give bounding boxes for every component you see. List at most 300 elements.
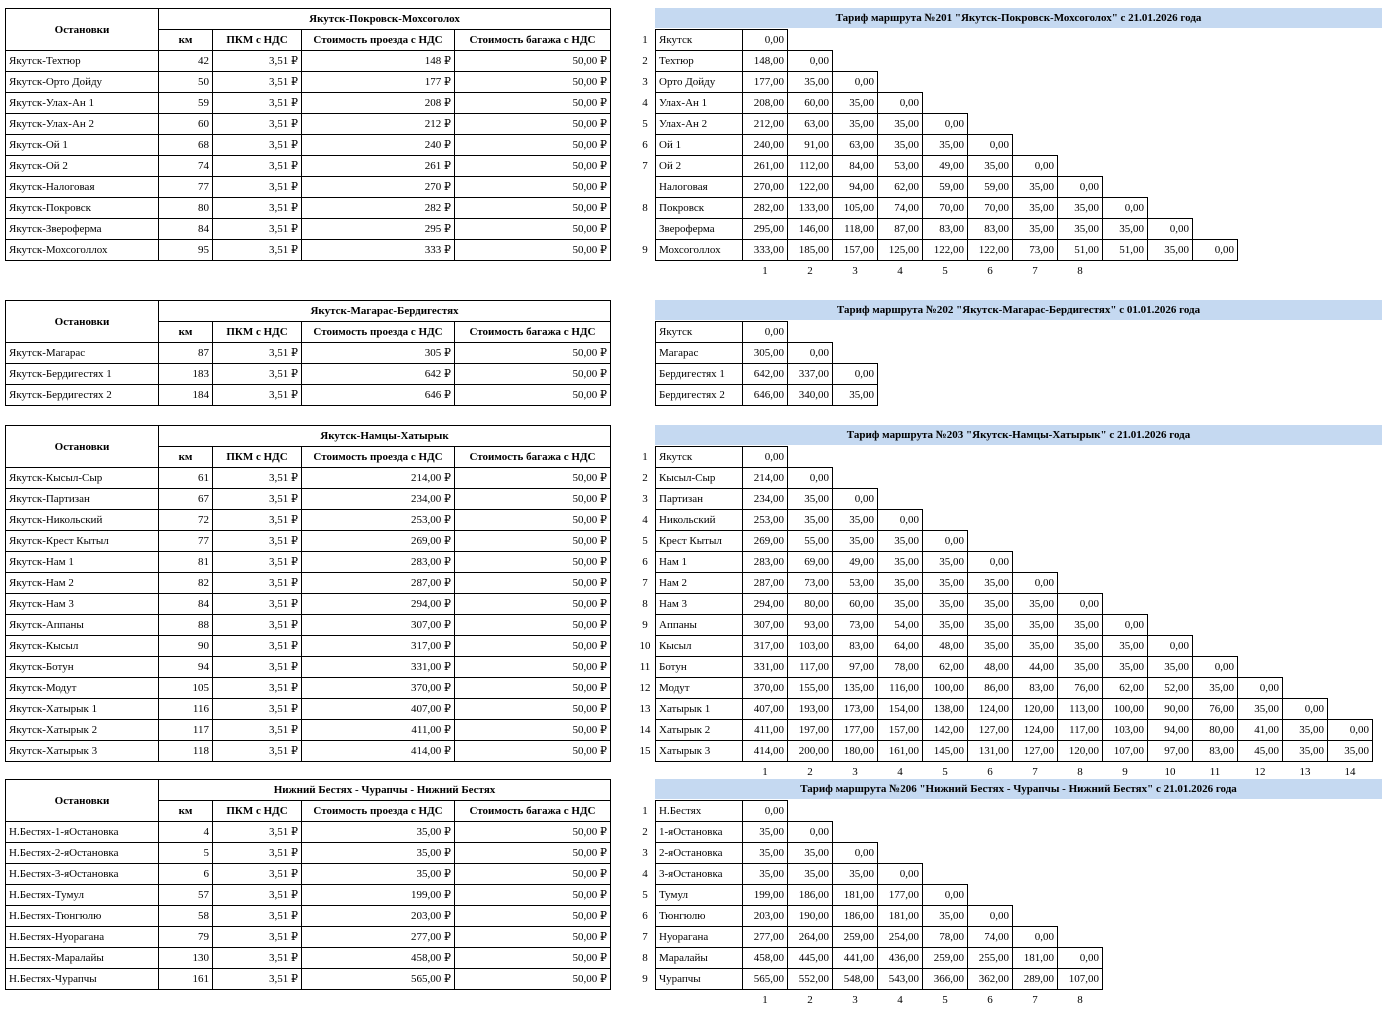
value-cell[interactable]: 333 ₽ xyxy=(302,240,455,261)
fare-cell[interactable]: 0,00 xyxy=(1013,573,1058,594)
fare-cell[interactable]: 74,00 xyxy=(878,198,923,219)
fare-cell[interactable]: 0,00 xyxy=(1058,177,1103,198)
value-cell[interactable]: 3,51 ₽ xyxy=(213,843,302,864)
value-cell[interactable]: 95 xyxy=(159,240,213,261)
fare-cell[interactable]: 240,00 xyxy=(743,135,788,156)
value-cell[interactable]: 208 ₽ xyxy=(302,93,455,114)
stop-name-cell[interactable]: Магарас xyxy=(656,343,743,364)
fare-cell[interactable]: 0,00 xyxy=(743,322,788,343)
stop-name-cell[interactable]: Якутск-Никольский xyxy=(6,510,159,531)
value-cell[interactable]: 317,00 ₽ xyxy=(302,636,455,657)
fare-cell[interactable]: 0,00 xyxy=(833,364,878,385)
value-cell[interactable]: 3,51 ₽ xyxy=(213,594,302,615)
fare-cell[interactable]: 307,00 xyxy=(743,615,788,636)
stop-name-cell[interactable]: Якутск-Магарас xyxy=(6,343,159,364)
value-cell[interactable]: 565,00 ₽ xyxy=(302,969,455,990)
value-cell[interactable]: 50,00 ₽ xyxy=(455,343,611,364)
fare-cell[interactable]: 91,00 xyxy=(788,135,833,156)
fare-cell[interactable]: 35,00 xyxy=(1058,198,1103,219)
fare-cell[interactable]: 0,00 xyxy=(788,343,833,364)
stop-name-cell[interactable]: Н.Бестях-1-яОстановка xyxy=(6,822,159,843)
value-cell[interactable]: 3,51 ₽ xyxy=(213,510,302,531)
fare-cell[interactable]: 35,00 xyxy=(968,573,1013,594)
fare-cell[interactable]: 35,00 xyxy=(923,594,968,615)
value-cell[interactable]: 90 xyxy=(159,636,213,657)
fare-cell[interactable]: 155,00 xyxy=(788,678,833,699)
value-cell[interactable]: 3,51 ₽ xyxy=(213,885,302,906)
value-cell[interactable]: 407,00 ₽ xyxy=(302,699,455,720)
fare-cell[interactable]: 35,00 xyxy=(878,573,923,594)
value-cell[interactable]: 3,51 ₽ xyxy=(213,468,302,489)
fare-cell[interactable]: 103,00 xyxy=(1103,720,1148,741)
fare-cell[interactable]: 269,00 xyxy=(743,531,788,552)
fare-cell[interactable]: 135,00 xyxy=(833,678,878,699)
fare-cell[interactable]: 0,00 xyxy=(833,489,878,510)
fare-cell[interactable]: 543,00 xyxy=(878,969,923,990)
fare-cell[interactable]: 458,00 xyxy=(743,948,788,969)
stop-name-cell[interactable]: Нуорагана xyxy=(656,927,743,948)
fare-cell[interactable]: 35,00 xyxy=(743,864,788,885)
stop-name-cell[interactable]: Ботун xyxy=(656,657,743,678)
fare-cell[interactable]: 73,00 xyxy=(833,615,878,636)
fare-cell[interactable]: 51,00 xyxy=(1103,240,1148,261)
value-cell[interactable]: 68 xyxy=(159,135,213,156)
fare-cell[interactable]: 234,00 xyxy=(743,489,788,510)
value-cell[interactable]: 50,00 ₽ xyxy=(455,927,611,948)
value-cell[interactable]: 283,00 ₽ xyxy=(302,552,455,573)
value-cell[interactable]: 370,00 ₽ xyxy=(302,678,455,699)
value-cell[interactable]: 50,00 ₽ xyxy=(455,573,611,594)
fare-cell[interactable]: 161,00 xyxy=(878,741,923,762)
value-cell[interactable]: 3,51 ₽ xyxy=(213,948,302,969)
fare-cell[interactable]: 60,00 xyxy=(788,93,833,114)
fare-cell[interactable]: 552,00 xyxy=(788,969,833,990)
value-cell[interactable]: 118 xyxy=(159,741,213,762)
fare-cell[interactable]: 646,00 xyxy=(743,385,788,406)
value-cell[interactable]: 81 xyxy=(159,552,213,573)
value-cell[interactable]: 58 xyxy=(159,906,213,927)
value-cell[interactable]: 240 ₽ xyxy=(302,135,455,156)
value-cell[interactable]: 50,00 ₽ xyxy=(455,219,611,240)
stop-name-cell[interactable]: Якутск-Модут xyxy=(6,678,159,699)
value-cell[interactable]: 3,51 ₽ xyxy=(213,927,302,948)
fare-cell[interactable]: 214,00 xyxy=(743,468,788,489)
stop-name-cell[interactable]: Якутск xyxy=(656,447,743,468)
fare-cell[interactable]: 0,00 xyxy=(743,30,788,51)
value-cell[interactable]: 411,00 ₽ xyxy=(302,720,455,741)
value-cell[interactable]: 50,00 ₽ xyxy=(455,552,611,573)
value-cell[interactable]: 183 xyxy=(159,364,213,385)
value-cell[interactable]: 414,00 ₽ xyxy=(302,741,455,762)
stop-name-cell[interactable]: Техтюр xyxy=(656,51,743,72)
stop-name-cell[interactable]: Якутск-Кысыл-Сыр xyxy=(6,468,159,489)
stop-name-cell[interactable]: Звероферма xyxy=(656,219,743,240)
fare-cell[interactable]: 181,00 xyxy=(1013,948,1058,969)
fare-cell[interactable]: 190,00 xyxy=(788,906,833,927)
value-cell[interactable]: 61 xyxy=(159,468,213,489)
stop-name-cell[interactable]: Якутск-Нам 3 xyxy=(6,594,159,615)
fare-cell[interactable]: 63,00 xyxy=(833,135,878,156)
fare-cell[interactable]: 154,00 xyxy=(878,699,923,720)
fare-cell[interactable]: 35,00 xyxy=(1328,741,1373,762)
value-cell[interactable]: 3,51 ₽ xyxy=(213,72,302,93)
stop-name-cell[interactable]: Н.Бестях-Маралайы xyxy=(6,948,159,969)
stop-name-cell[interactable]: 1-яОстановка xyxy=(656,822,743,843)
value-cell[interactable]: 3,51 ₽ xyxy=(213,822,302,843)
value-cell[interactable]: 177 ₽ xyxy=(302,72,455,93)
fare-cell[interactable]: 264,00 xyxy=(788,927,833,948)
fare-cell[interactable]: 78,00 xyxy=(923,927,968,948)
fare-cell[interactable]: 0,00 xyxy=(833,72,878,93)
value-cell[interactable]: 50,00 ₽ xyxy=(455,594,611,615)
fare-cell[interactable]: 100,00 xyxy=(923,678,968,699)
value-cell[interactable]: 35,00 ₽ xyxy=(302,843,455,864)
fare-cell[interactable]: 76,00 xyxy=(1058,678,1103,699)
fare-cell[interactable]: 255,00 xyxy=(968,948,1013,969)
fare-cell[interactable]: 157,00 xyxy=(833,240,878,261)
value-cell[interactable]: 184 xyxy=(159,385,213,406)
fare-cell[interactable]: 177,00 xyxy=(833,720,878,741)
value-cell[interactable]: 88 xyxy=(159,615,213,636)
fare-cell[interactable]: 548,00 xyxy=(833,969,878,990)
fare-cell[interactable]: 53,00 xyxy=(833,573,878,594)
fare-cell[interactable]: 97,00 xyxy=(833,657,878,678)
fare-cell[interactable]: 145,00 xyxy=(923,741,968,762)
value-cell[interactable]: 74 xyxy=(159,156,213,177)
stop-name-cell[interactable]: Н.Бестях-2-яОстановка xyxy=(6,843,159,864)
fare-cell[interactable]: 94,00 xyxy=(833,177,878,198)
fare-cell[interactable]: 203,00 xyxy=(743,906,788,927)
value-cell[interactable]: 50,00 ₽ xyxy=(455,948,611,969)
value-cell[interactable]: 253,00 ₽ xyxy=(302,510,455,531)
fare-cell[interactable]: 0,00 xyxy=(968,552,1013,573)
fare-cell[interactable]: 133,00 xyxy=(788,198,833,219)
fare-cell[interactable]: 565,00 xyxy=(743,969,788,990)
fare-cell[interactable]: 0,00 xyxy=(1238,678,1283,699)
fare-cell[interactable]: 80,00 xyxy=(1193,720,1238,741)
stop-name-cell[interactable]: Н.Бестях-3-яОстановка xyxy=(6,864,159,885)
fare-cell[interactable]: 35,00 xyxy=(968,594,1013,615)
value-cell[interactable]: 3,51 ₽ xyxy=(213,219,302,240)
stop-name-cell[interactable]: Аппаны xyxy=(656,615,743,636)
fare-cell[interactable]: 180,00 xyxy=(833,741,878,762)
stop-name-cell[interactable]: Н.Бестях-Нуорагана xyxy=(6,927,159,948)
fare-cell[interactable]: 261,00 xyxy=(743,156,788,177)
stop-name-cell[interactable]: Якутск-Звероферма xyxy=(6,219,159,240)
fare-cell[interactable]: 254,00 xyxy=(878,927,923,948)
stop-name-cell[interactable]: Нам 2 xyxy=(656,573,743,594)
fare-cell[interactable]: 436,00 xyxy=(878,948,923,969)
fare-cell[interactable]: 0,00 xyxy=(743,447,788,468)
fare-cell[interactable]: 83,00 xyxy=(1193,741,1238,762)
fare-cell[interactable]: 49,00 xyxy=(923,156,968,177)
fare-cell[interactable]: 193,00 xyxy=(788,699,833,720)
fare-cell[interactable]: 208,00 xyxy=(743,93,788,114)
stop-name-cell[interactable]: Якутск-Нам 1 xyxy=(6,552,159,573)
value-cell[interactable]: 3,51 ₽ xyxy=(213,864,302,885)
value-cell[interactable]: 3,51 ₽ xyxy=(213,198,302,219)
fare-cell[interactable]: 105,00 xyxy=(833,198,878,219)
fare-cell[interactable]: 35,00 xyxy=(1103,636,1148,657)
stop-name-cell[interactable]: Якутск xyxy=(656,322,743,343)
fare-cell[interactable]: 295,00 xyxy=(743,219,788,240)
value-cell[interactable]: 50,00 ₽ xyxy=(455,177,611,198)
value-cell[interactable]: 331,00 ₽ xyxy=(302,657,455,678)
fare-cell[interactable]: 282,00 xyxy=(743,198,788,219)
value-cell[interactable]: 5 xyxy=(159,843,213,864)
fare-cell[interactable]: 52,00 xyxy=(1148,678,1193,699)
value-cell[interactable]: 50,00 ₽ xyxy=(455,636,611,657)
fare-cell[interactable]: 120,00 xyxy=(1013,699,1058,720)
stop-name-cell[interactable]: Н.Бестях-Тюнгюлю xyxy=(6,906,159,927)
fare-cell[interactable]: 362,00 xyxy=(968,969,1013,990)
fare-cell[interactable]: 35,00 xyxy=(833,114,878,135)
value-cell[interactable]: 3,51 ₽ xyxy=(213,93,302,114)
stop-name-cell[interactable]: Н.Бестях-Тумул xyxy=(6,885,159,906)
fare-cell[interactable]: 0,00 xyxy=(1193,657,1238,678)
fare-cell[interactable]: 0,00 xyxy=(1328,720,1373,741)
fare-cell[interactable]: 35,00 xyxy=(968,636,1013,657)
fare-cell[interactable]: 35,00 xyxy=(1058,615,1103,636)
fare-cell[interactable]: 35,00 xyxy=(788,72,833,93)
fare-cell[interactable]: 35,00 xyxy=(878,135,923,156)
value-cell[interactable]: 3,51 ₽ xyxy=(213,177,302,198)
fare-cell[interactable]: 146,00 xyxy=(788,219,833,240)
fare-cell[interactable]: 445,00 xyxy=(788,948,833,969)
value-cell[interactable]: 3,51 ₽ xyxy=(213,114,302,135)
stop-name-cell[interactable]: Якутск-Партизан xyxy=(6,489,159,510)
fare-cell[interactable]: 84,00 xyxy=(833,156,878,177)
fare-cell[interactable]: 83,00 xyxy=(968,219,1013,240)
stop-name-cell[interactable]: Мохсоголлох xyxy=(656,240,743,261)
value-cell[interactable]: 261 ₽ xyxy=(302,156,455,177)
fare-cell[interactable]: 0,00 xyxy=(923,885,968,906)
fare-cell[interactable]: 35,00 xyxy=(1013,219,1058,240)
fare-cell[interactable]: 259,00 xyxy=(923,948,968,969)
value-cell[interactable]: 3,51 ₽ xyxy=(213,51,302,72)
fare-cell[interactable]: 35,00 xyxy=(878,552,923,573)
value-cell[interactable]: 646 ₽ xyxy=(302,385,455,406)
stop-name-cell[interactable]: Н.Бестях-Чурапчы xyxy=(6,969,159,990)
fare-cell[interactable]: 53,00 xyxy=(878,156,923,177)
fare-cell[interactable]: 62,00 xyxy=(923,657,968,678)
stop-name-cell[interactable]: Кысыл xyxy=(656,636,743,657)
fare-cell[interactable]: 305,00 xyxy=(743,343,788,364)
fare-cell[interactable]: 35,00 xyxy=(788,864,833,885)
fare-cell[interactable]: 73,00 xyxy=(788,573,833,594)
fare-cell[interactable]: 0,00 xyxy=(923,114,968,135)
stop-name-cell[interactable]: Ой 2 xyxy=(656,156,743,177)
fare-cell[interactable]: 0,00 xyxy=(878,510,923,531)
value-cell[interactable]: 50,00 ₽ xyxy=(455,885,611,906)
fare-cell[interactable]: 0,00 xyxy=(878,93,923,114)
fare-cell[interactable]: 107,00 xyxy=(1103,741,1148,762)
stop-name-cell[interactable]: Якутск-Кысыл xyxy=(6,636,159,657)
stop-name-cell[interactable]: Н.Бестях xyxy=(656,801,743,822)
value-cell[interactable]: 50,00 ₽ xyxy=(455,510,611,531)
stop-name-cell[interactable]: Тумул xyxy=(656,885,743,906)
value-cell[interactable]: 3,51 ₽ xyxy=(213,678,302,699)
stop-name-cell[interactable]: Якутск-Техтюр xyxy=(6,51,159,72)
fare-cell[interactable]: 83,00 xyxy=(923,219,968,240)
fare-cell[interactable]: 78,00 xyxy=(878,657,923,678)
fare-cell[interactable]: 122,00 xyxy=(968,240,1013,261)
value-cell[interactable]: 50,00 ₽ xyxy=(455,822,611,843)
fare-cell[interactable]: 35,00 xyxy=(923,552,968,573)
fare-cell[interactable]: 59,00 xyxy=(968,177,1013,198)
fare-cell[interactable]: 177,00 xyxy=(743,72,788,93)
value-cell[interactable]: 50 xyxy=(159,72,213,93)
fare-cell[interactable]: 131,00 xyxy=(968,741,1013,762)
fare-cell[interactable]: 212,00 xyxy=(743,114,788,135)
fare-cell[interactable]: 283,00 xyxy=(743,552,788,573)
value-cell[interactable]: 50,00 ₽ xyxy=(455,72,611,93)
stop-name-cell[interactable]: Ой 1 xyxy=(656,135,743,156)
value-cell[interactable]: 458,00 ₽ xyxy=(302,948,455,969)
fare-cell[interactable]: 94,00 xyxy=(1148,720,1193,741)
fare-cell[interactable]: 173,00 xyxy=(833,699,878,720)
value-cell[interactable]: 203,00 ₽ xyxy=(302,906,455,927)
stop-name-cell[interactable]: Якутск-Ой 1 xyxy=(6,135,159,156)
stop-name-cell[interactable]: Бердигестях 1 xyxy=(656,364,743,385)
value-cell[interactable]: 82 xyxy=(159,573,213,594)
fare-cell[interactable]: 0,00 xyxy=(1148,219,1193,240)
value-cell[interactable]: 79 xyxy=(159,927,213,948)
fare-cell[interactable]: 44,00 xyxy=(1013,657,1058,678)
fare-cell[interactable]: 103,00 xyxy=(788,636,833,657)
fare-cell[interactable]: 186,00 xyxy=(788,885,833,906)
fare-cell[interactable]: 642,00 xyxy=(743,364,788,385)
fare-cell[interactable]: 35,00 xyxy=(788,489,833,510)
stop-name-cell[interactable]: Якутск-Ботун xyxy=(6,657,159,678)
fare-cell[interactable]: 0,00 xyxy=(1148,636,1193,657)
fare-cell[interactable]: 0,00 xyxy=(1103,615,1148,636)
fare-cell[interactable]: 148,00 xyxy=(743,51,788,72)
stop-name-cell[interactable]: Якутск-Нам 2 xyxy=(6,573,159,594)
value-cell[interactable]: 234,00 ₽ xyxy=(302,489,455,510)
stop-name-cell[interactable]: Кысыл-Сыр xyxy=(656,468,743,489)
fare-cell[interactable]: 35,00 xyxy=(743,843,788,864)
fare-cell[interactable]: 60,00 xyxy=(833,594,878,615)
fare-cell[interactable]: 35,00 xyxy=(1013,198,1058,219)
value-cell[interactable]: 3,51 ₽ xyxy=(213,906,302,927)
stop-name-cell[interactable]: Модут xyxy=(656,678,743,699)
value-cell[interactable]: 72 xyxy=(159,510,213,531)
fare-cell[interactable]: 90,00 xyxy=(1148,699,1193,720)
value-cell[interactable]: 3,51 ₽ xyxy=(213,156,302,177)
value-cell[interactable]: 307,00 ₽ xyxy=(302,615,455,636)
value-cell[interactable]: 50,00 ₽ xyxy=(455,678,611,699)
fare-cell[interactable]: 337,00 xyxy=(788,364,833,385)
fare-cell[interactable]: 73,00 xyxy=(1013,240,1058,261)
fare-cell[interactable]: 35,00 xyxy=(1013,636,1058,657)
fare-cell[interactable]: 35,00 xyxy=(833,93,878,114)
fare-cell[interactable]: 35,00 xyxy=(1103,657,1148,678)
fare-cell[interactable]: 340,00 xyxy=(788,385,833,406)
stop-name-cell[interactable]: Хатырык 1 xyxy=(656,699,743,720)
value-cell[interactable]: 50,00 ₽ xyxy=(455,156,611,177)
stop-name-cell[interactable]: Якутск-Хатырык 2 xyxy=(6,720,159,741)
stop-name-cell[interactable]: Якутск-Покровск xyxy=(6,198,159,219)
fare-cell[interactable]: 113,00 xyxy=(1058,699,1103,720)
fare-cell[interactable]: 35,00 xyxy=(923,573,968,594)
value-cell[interactable]: 269,00 ₽ xyxy=(302,531,455,552)
fare-cell[interactable]: 93,00 xyxy=(788,615,833,636)
stop-name-cell[interactable]: 2-яОстановка xyxy=(656,843,743,864)
fare-cell[interactable]: 116,00 xyxy=(878,678,923,699)
fare-cell[interactable]: 117,00 xyxy=(1058,720,1103,741)
value-cell[interactable]: 4 xyxy=(159,822,213,843)
fare-cell[interactable]: 289,00 xyxy=(1013,969,1058,990)
value-cell[interactable]: 50,00 ₽ xyxy=(455,720,611,741)
value-cell[interactable]: 50,00 ₽ xyxy=(455,489,611,510)
fare-cell[interactable]: 0,00 xyxy=(923,531,968,552)
fare-cell[interactable]: 35,00 xyxy=(923,906,968,927)
fare-cell[interactable]: 35,00 xyxy=(788,510,833,531)
stop-name-cell[interactable]: Якутск-Хатырык 1 xyxy=(6,699,159,720)
value-cell[interactable]: 80 xyxy=(159,198,213,219)
fare-cell[interactable]: 74,00 xyxy=(968,927,1013,948)
fare-cell[interactable]: 270,00 xyxy=(743,177,788,198)
stop-name-cell[interactable]: 3-яОстановка xyxy=(656,864,743,885)
stop-name-cell[interactable]: Тюнгюлю xyxy=(656,906,743,927)
fare-cell[interactable]: 35,00 xyxy=(1058,219,1103,240)
value-cell[interactable]: 94 xyxy=(159,657,213,678)
fare-cell[interactable]: 69,00 xyxy=(788,552,833,573)
fare-cell[interactable]: 0,00 xyxy=(1103,198,1148,219)
stop-name-cell[interactable]: Нам 1 xyxy=(656,552,743,573)
fare-cell[interactable]: 41,00 xyxy=(1238,720,1283,741)
fare-cell[interactable]: 0,00 xyxy=(1013,927,1058,948)
fare-cell[interactable]: 107,00 xyxy=(1058,969,1103,990)
fare-cell[interactable]: 87,00 xyxy=(878,219,923,240)
value-cell[interactable]: 50,00 ₽ xyxy=(455,468,611,489)
fare-cell[interactable]: 35,00 xyxy=(1103,219,1148,240)
fare-cell[interactable]: 35,00 xyxy=(788,843,833,864)
value-cell[interactable]: 42 xyxy=(159,51,213,72)
stop-name-cell[interactable]: Якутск-Улах-Ан 1 xyxy=(6,93,159,114)
value-cell[interactable]: 35,00 ₽ xyxy=(302,822,455,843)
stop-name-cell[interactable]: Улах-Ан 1 xyxy=(656,93,743,114)
value-cell[interactable]: 3,51 ₽ xyxy=(213,657,302,678)
fare-cell[interactable]: 411,00 xyxy=(743,720,788,741)
stop-name-cell[interactable]: Улах-Ан 2 xyxy=(656,114,743,135)
fare-cell[interactable]: 0,00 xyxy=(1058,948,1103,969)
stop-name-cell[interactable]: Якутск-Орто Дойду xyxy=(6,72,159,93)
value-cell[interactable]: 3,51 ₽ xyxy=(213,343,302,364)
fare-cell[interactable]: 122,00 xyxy=(923,240,968,261)
value-cell[interactable]: 77 xyxy=(159,531,213,552)
fare-cell[interactable]: 35,00 xyxy=(1013,177,1058,198)
value-cell[interactable]: 50,00 ₽ xyxy=(455,135,611,156)
fare-cell[interactable]: 100,00 xyxy=(1103,699,1148,720)
fare-cell[interactable]: 35,00 xyxy=(1058,636,1103,657)
fare-cell[interactable]: 0,00 xyxy=(968,906,1013,927)
value-cell[interactable]: 60 xyxy=(159,114,213,135)
value-cell[interactable]: 3,51 ₽ xyxy=(213,135,302,156)
fare-cell[interactable]: 59,00 xyxy=(923,177,968,198)
fare-cell[interactable]: 64,00 xyxy=(878,636,923,657)
stop-name-cell[interactable]: Якутск-Налоговая xyxy=(6,177,159,198)
fare-cell[interactable]: 0,00 xyxy=(833,843,878,864)
fare-cell[interactable]: 125,00 xyxy=(878,240,923,261)
value-cell[interactable]: 50,00 ₽ xyxy=(455,114,611,135)
fare-cell[interactable]: 200,00 xyxy=(788,741,833,762)
value-cell[interactable]: 642 ₽ xyxy=(302,364,455,385)
value-cell[interactable]: 214,00 ₽ xyxy=(302,468,455,489)
stop-name-cell[interactable]: Налоговая xyxy=(656,177,743,198)
fare-cell[interactable]: 317,00 xyxy=(743,636,788,657)
